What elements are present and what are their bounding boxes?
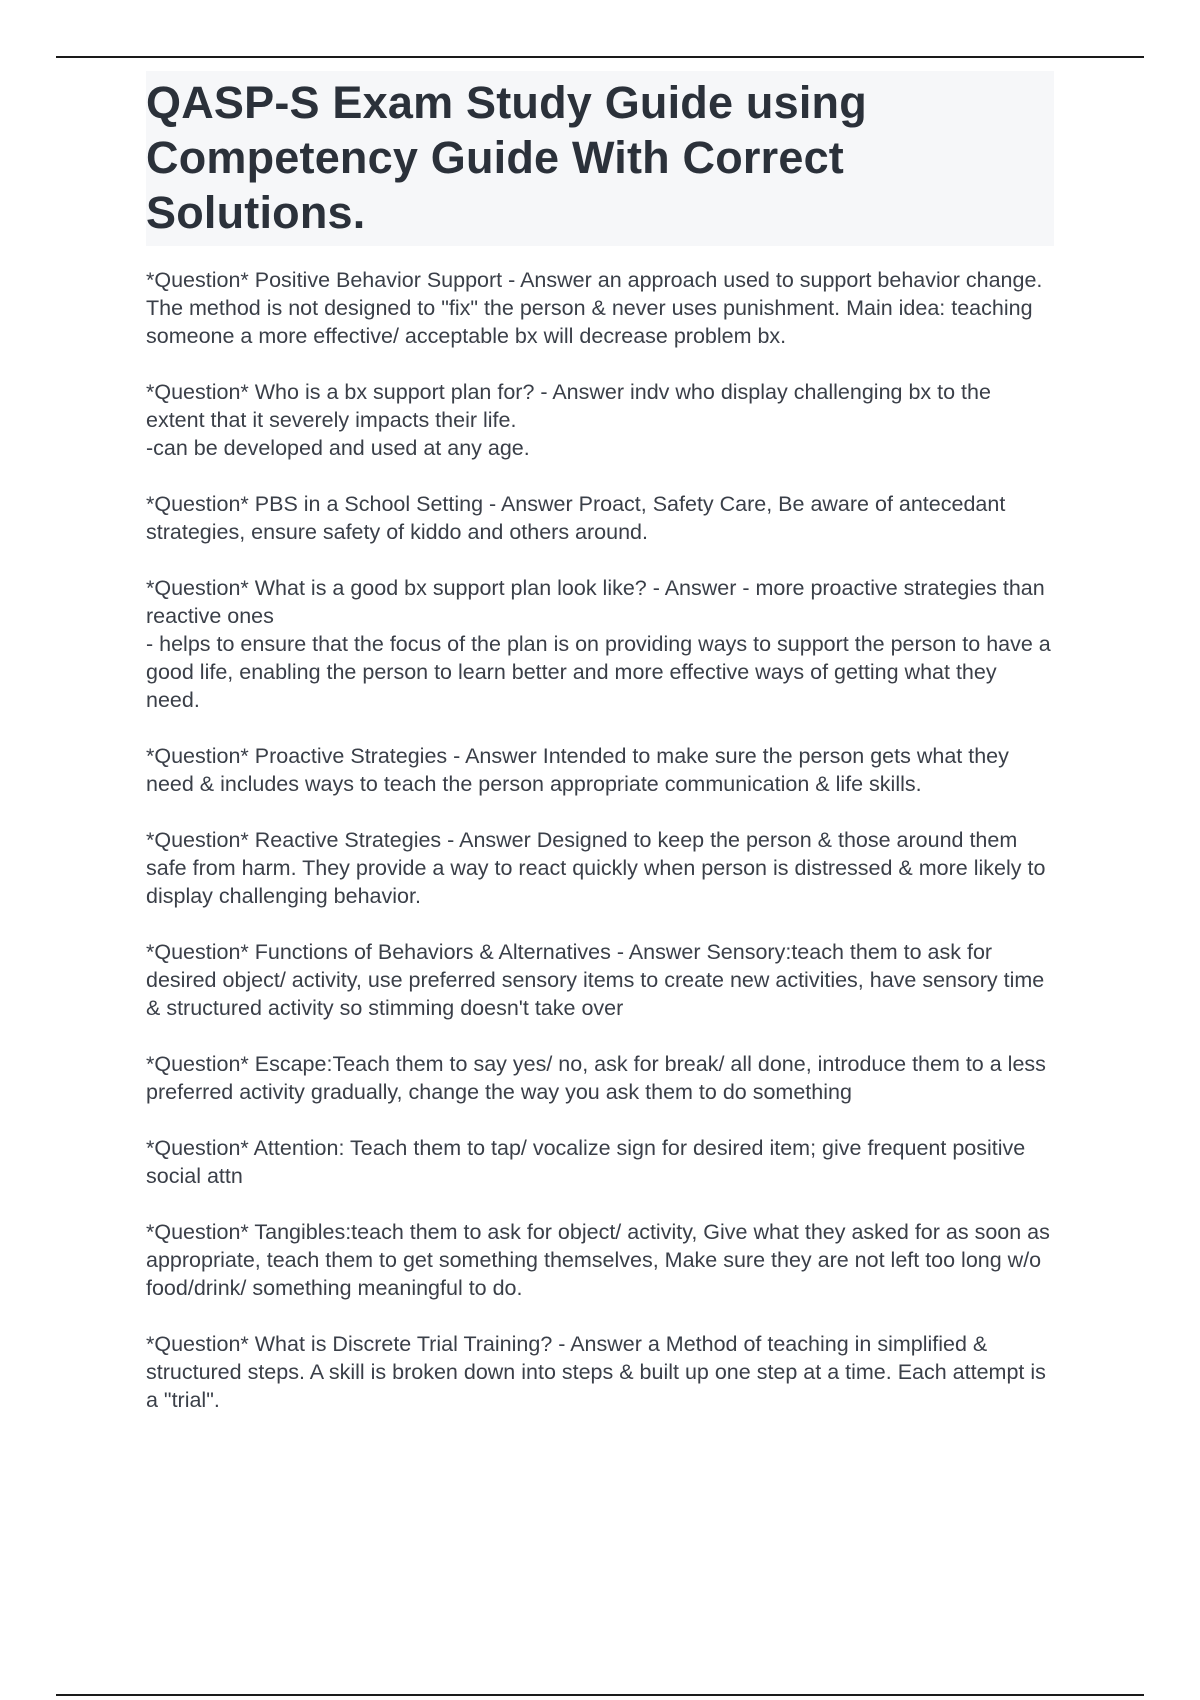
qa-item: *Question* PBS in a School Setting - Answer Proact, Safety Care, Be aware of antecedant strategies, ensure safety of kiddo and others around. <box>146 492 1006 544</box>
qa-item: *Question* Reactive Strategies - Answer Designed to keep the person & those around them safe from harm. They provide a way to react quickly when person is distressed & more likely to display challenging behavior. <box>146 828 1046 908</box>
qa-item: *Question* What is Discrete Trial Training? - Answer a Method of teaching in simplified & structured steps. A skill is broken down into steps & built up one step at a time. Each attempt is a "trial". <box>146 1332 1046 1412</box>
qa-item: *Question* Proactive Strategies - Answer Intended to make sure the person gets what they need & includes ways to teach the person appropriate communication & life skills. <box>146 744 1009 796</box>
document-body <box>146 71 1054 1442</box>
qa-list <box>146 266 1054 1414</box>
top-rule <box>56 56 1144 58</box>
document-title: QASP-S Exam Study Guide using Competency Guide With Correct Solutions. <box>146 77 867 238</box>
bottom-rule <box>56 1694 1144 1696</box>
qa-item: *Question* Positive Behavior Support - Answer an approach used to support behavior change. The method is not designed to "fix" the person & never uses punishment. Main idea: teaching someone a more effective/ acceptable bx will decrease problem bx. <box>146 268 1043 348</box>
qa-item: *Question* What is a good bx support plan look like? - Answer - more proactive strategies than reactive ones - helps to ensure that the focus of the plan is on providing ways to support the person to have a good life, enabling the person to learn better and more effective ways of getting what they need. <box>146 576 1051 712</box>
qa-item: *Question* Escape:Teach them to say yes/ no, ask for break/ all done, introduce them to a less preferred activity gradually, change the way you ask them to do something <box>146 1052 1046 1104</box>
qa-item: *Question* Who is a bx support plan for? - Answer indv who display challenging bx to the extent that it severely impacts their life. -can be developed and used at any age. <box>146 380 991 460</box>
qa-item: *Question* Attention: Teach them to tap/ vocalize sign for desired item; give frequent positive social attn <box>146 1136 1026 1188</box>
qa-item: *Question* Functions of Behaviors & Alternatives - Answer Sensory:teach them to ask for desired object/ activity, use preferred sensory items to create new activities, have sensory time & structured activity so stimming doesn't take over <box>146 940 1045 1020</box>
title-box <box>146 71 1054 246</box>
qa-item: *Question* Tangibles:teach them to ask for object/ activity, Give what they asked for as soon as appropriate, teach them to get something themselves, Make sure they are not left too long w/o food/drink/ something meaningful to do. <box>146 1220 1050 1300</box>
